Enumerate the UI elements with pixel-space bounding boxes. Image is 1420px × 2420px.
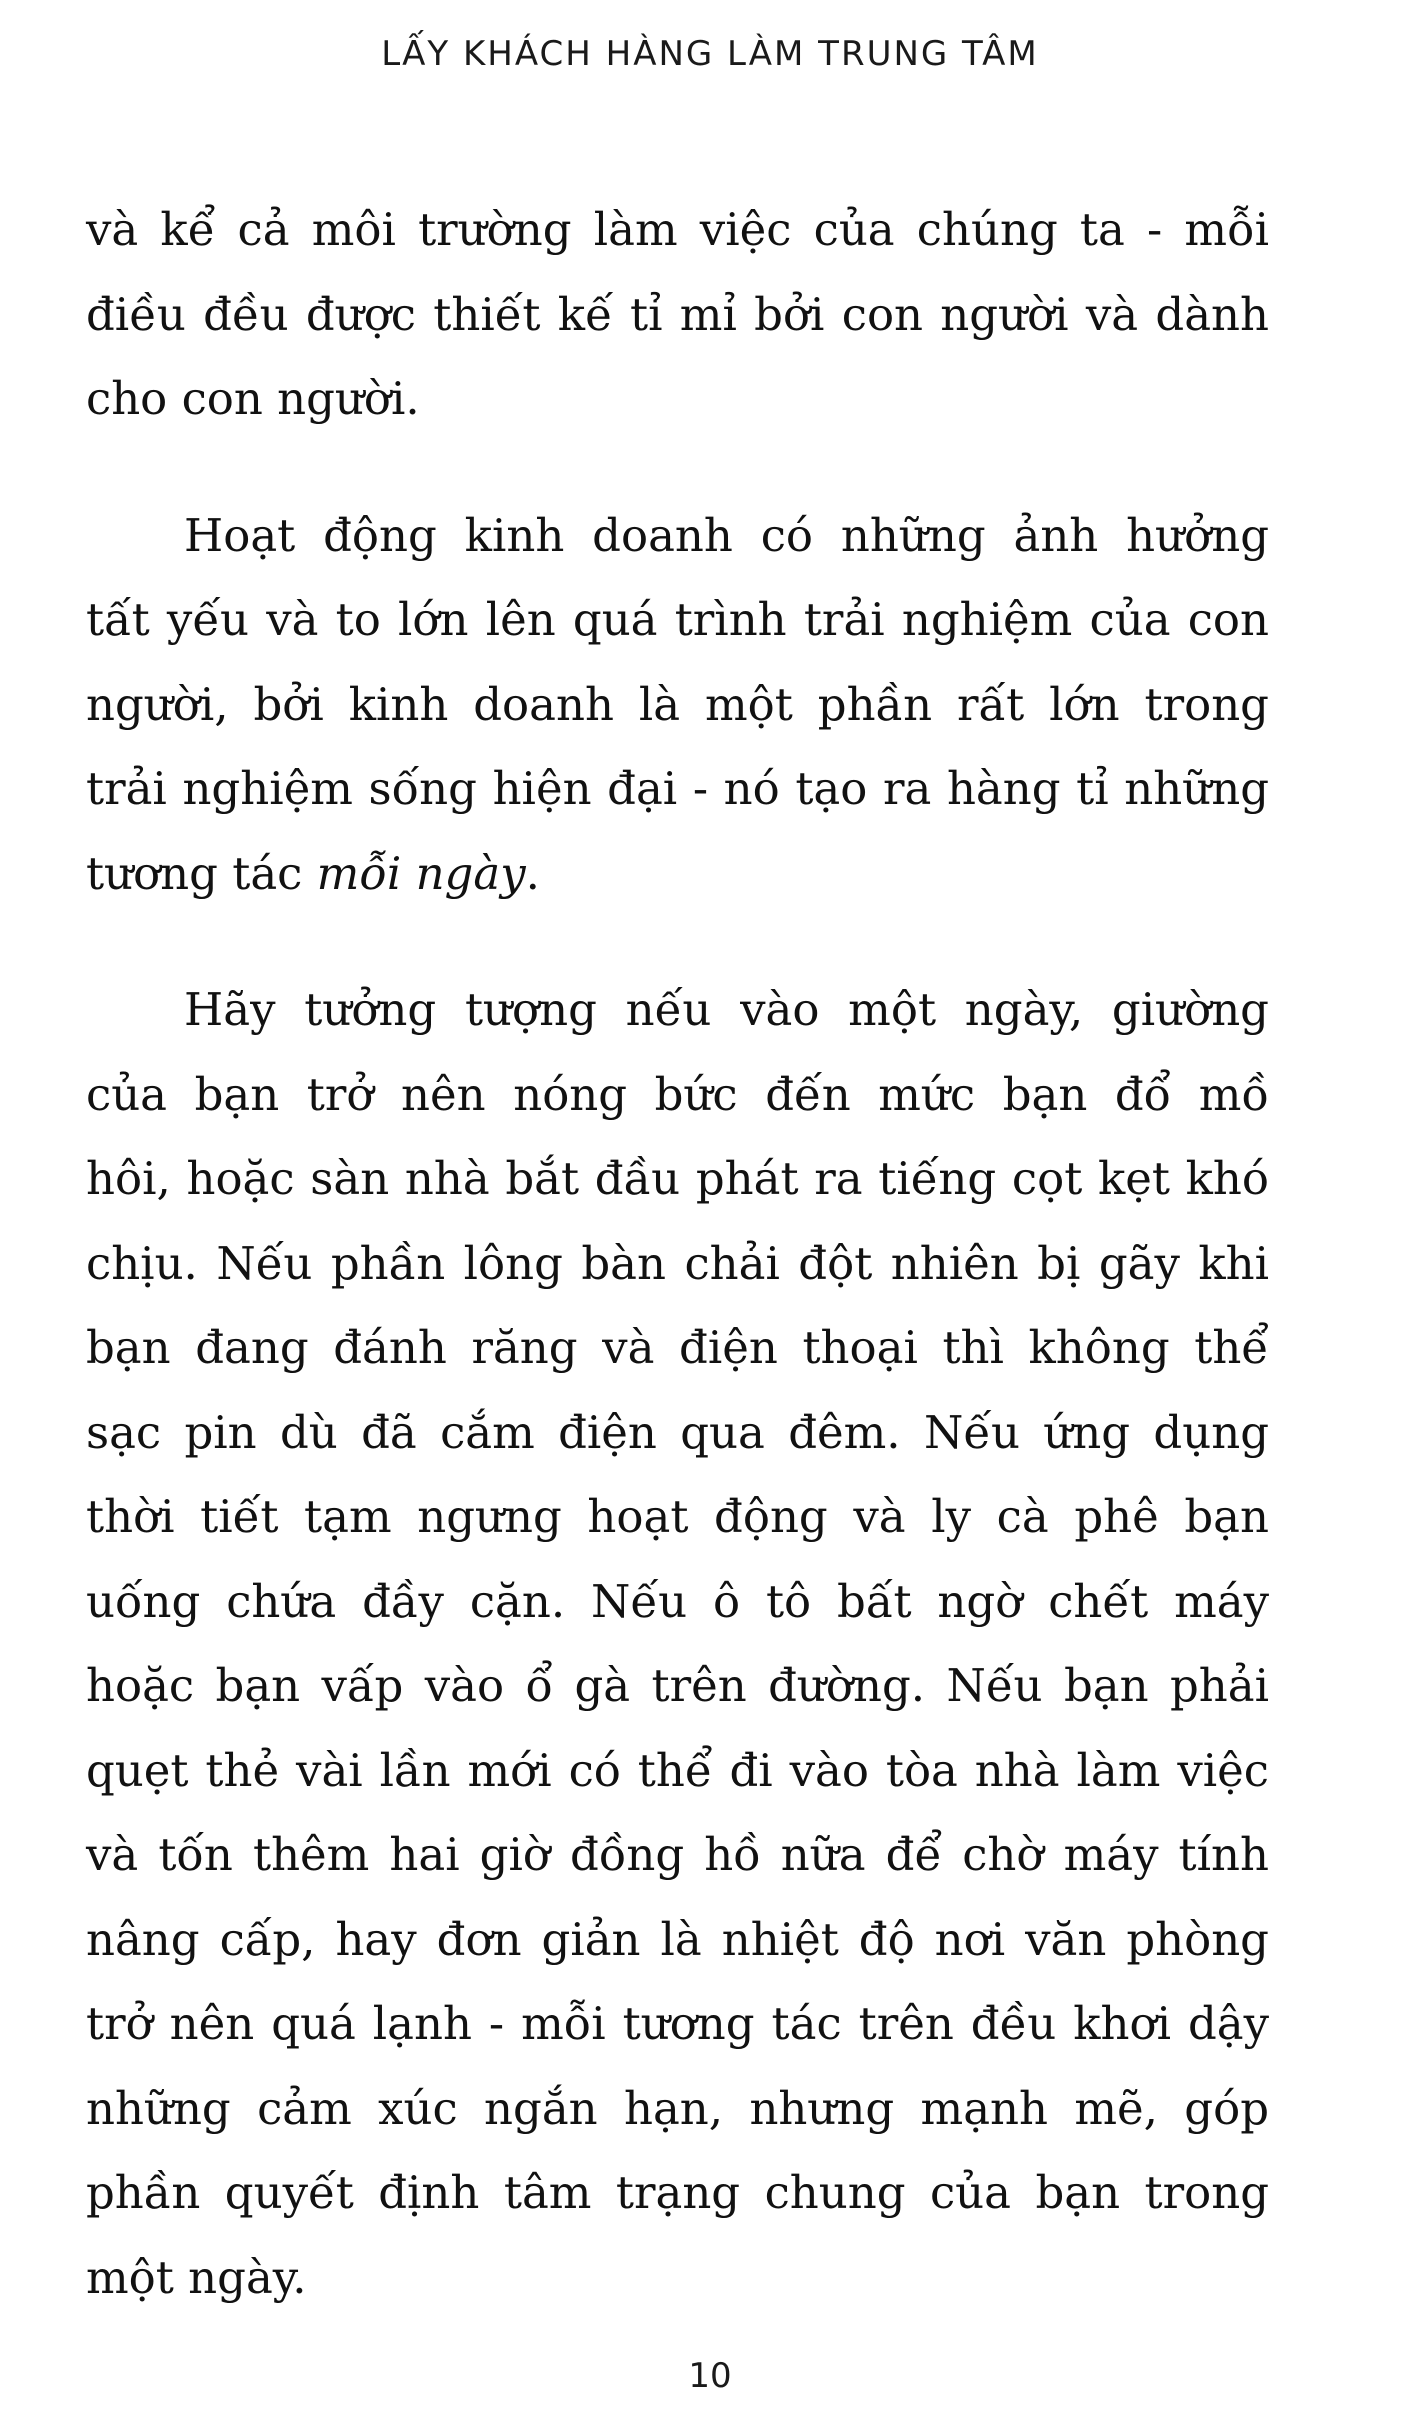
text-line: điều đều được thiết kế tỉ mỉ bởi con người và dành bbox=[86, 287, 1269, 341]
text-line: cho con người. bbox=[86, 372, 420, 425]
running-header: LẤY KHÁCH HÀNG LÀM TRUNG TÂM bbox=[381, 34, 1039, 74]
text-line: quẹt thẻ vài lần mới có thể đi vào tòa nhà làm việc bbox=[86, 1743, 1269, 1797]
text-line: của bạn trở nên nóng bức đến mức bạn đổ mồ bbox=[86, 1067, 1269, 1121]
text-line: sạc pin dù đã cắm điện qua đêm. Nếu ứng dụng bbox=[86, 1405, 1269, 1459]
text-line: nâng cấp, hay đơn giản là nhiệt độ nơi văn phòng bbox=[86, 1912, 1269, 1966]
text-line: những cảm xúc ngắn hạn, nhưng mạnh mẽ, góp bbox=[86, 2081, 1269, 2135]
text-line: người, bởi kinh doanh là một phần rất lớn trong bbox=[86, 677, 1269, 731]
text-line: một ngày. bbox=[86, 2250, 307, 2304]
text-line: Hãy tưởng tượng nếu vào một ngày, giường bbox=[184, 983, 1269, 1036]
text-line: tất yếu và to lớn lên quá trình trải nghiệm của con bbox=[86, 593, 1269, 646]
paragraph-3 bbox=[86, 968, 1269, 2320]
text-line: thời tiết tạm ngưng hoạt động và ly cà phê bạn bbox=[86, 1490, 1269, 1543]
text-fragment: tương tác bbox=[86, 846, 317, 900]
paragraph-2 bbox=[86, 494, 1269, 917]
text-line: hôi, hoặc sàn nhà bắt đầu phát ra tiếng cọt kẹt khó bbox=[86, 1152, 1269, 1205]
text-fragment: . bbox=[525, 846, 540, 900]
text-line: Hoạt động kinh doanh có những ảnh hưởng bbox=[184, 508, 1269, 562]
text-line: bạn đang đánh răng và điện thoại thì không thể bbox=[86, 1321, 1269, 1374]
paragraph-1 bbox=[86, 188, 1269, 442]
text-line: hoặc bạn vấp vào ổ gà trên đường. Nếu bạn phải bbox=[86, 1659, 1269, 1712]
text-line: và kể cả môi trường làm việc của chúng ta - mỗi bbox=[86, 203, 1269, 256]
emphasized-text: mỗi ngày bbox=[316, 846, 526, 900]
text-line: phần quyết định tâm trạng chung của bạn trong bbox=[86, 2166, 1269, 2219]
text-line: chịu. Nếu phần lông bàn chải đột nhiên bị gãy khi bbox=[86, 1236, 1269, 1290]
text-line: trải nghiệm sống hiện đại - nó tạo ra hàng tỉ những bbox=[86, 762, 1269, 815]
text-line: trở nên quá lạnh - mỗi tương tác trên đều khơi dậy bbox=[86, 1997, 1269, 2050]
body-text bbox=[86, 188, 1269, 2320]
text-line: và tốn thêm hai giờ đồng hồ nữa để chờ máy tính bbox=[86, 1828, 1269, 1881]
text-line bbox=[86, 832, 1269, 917]
page-number: 10 bbox=[688, 2356, 732, 2396]
text-line: uống chứa đầy cặn. Nếu ô tô bất ngờ chết máy bbox=[86, 1574, 1269, 1628]
